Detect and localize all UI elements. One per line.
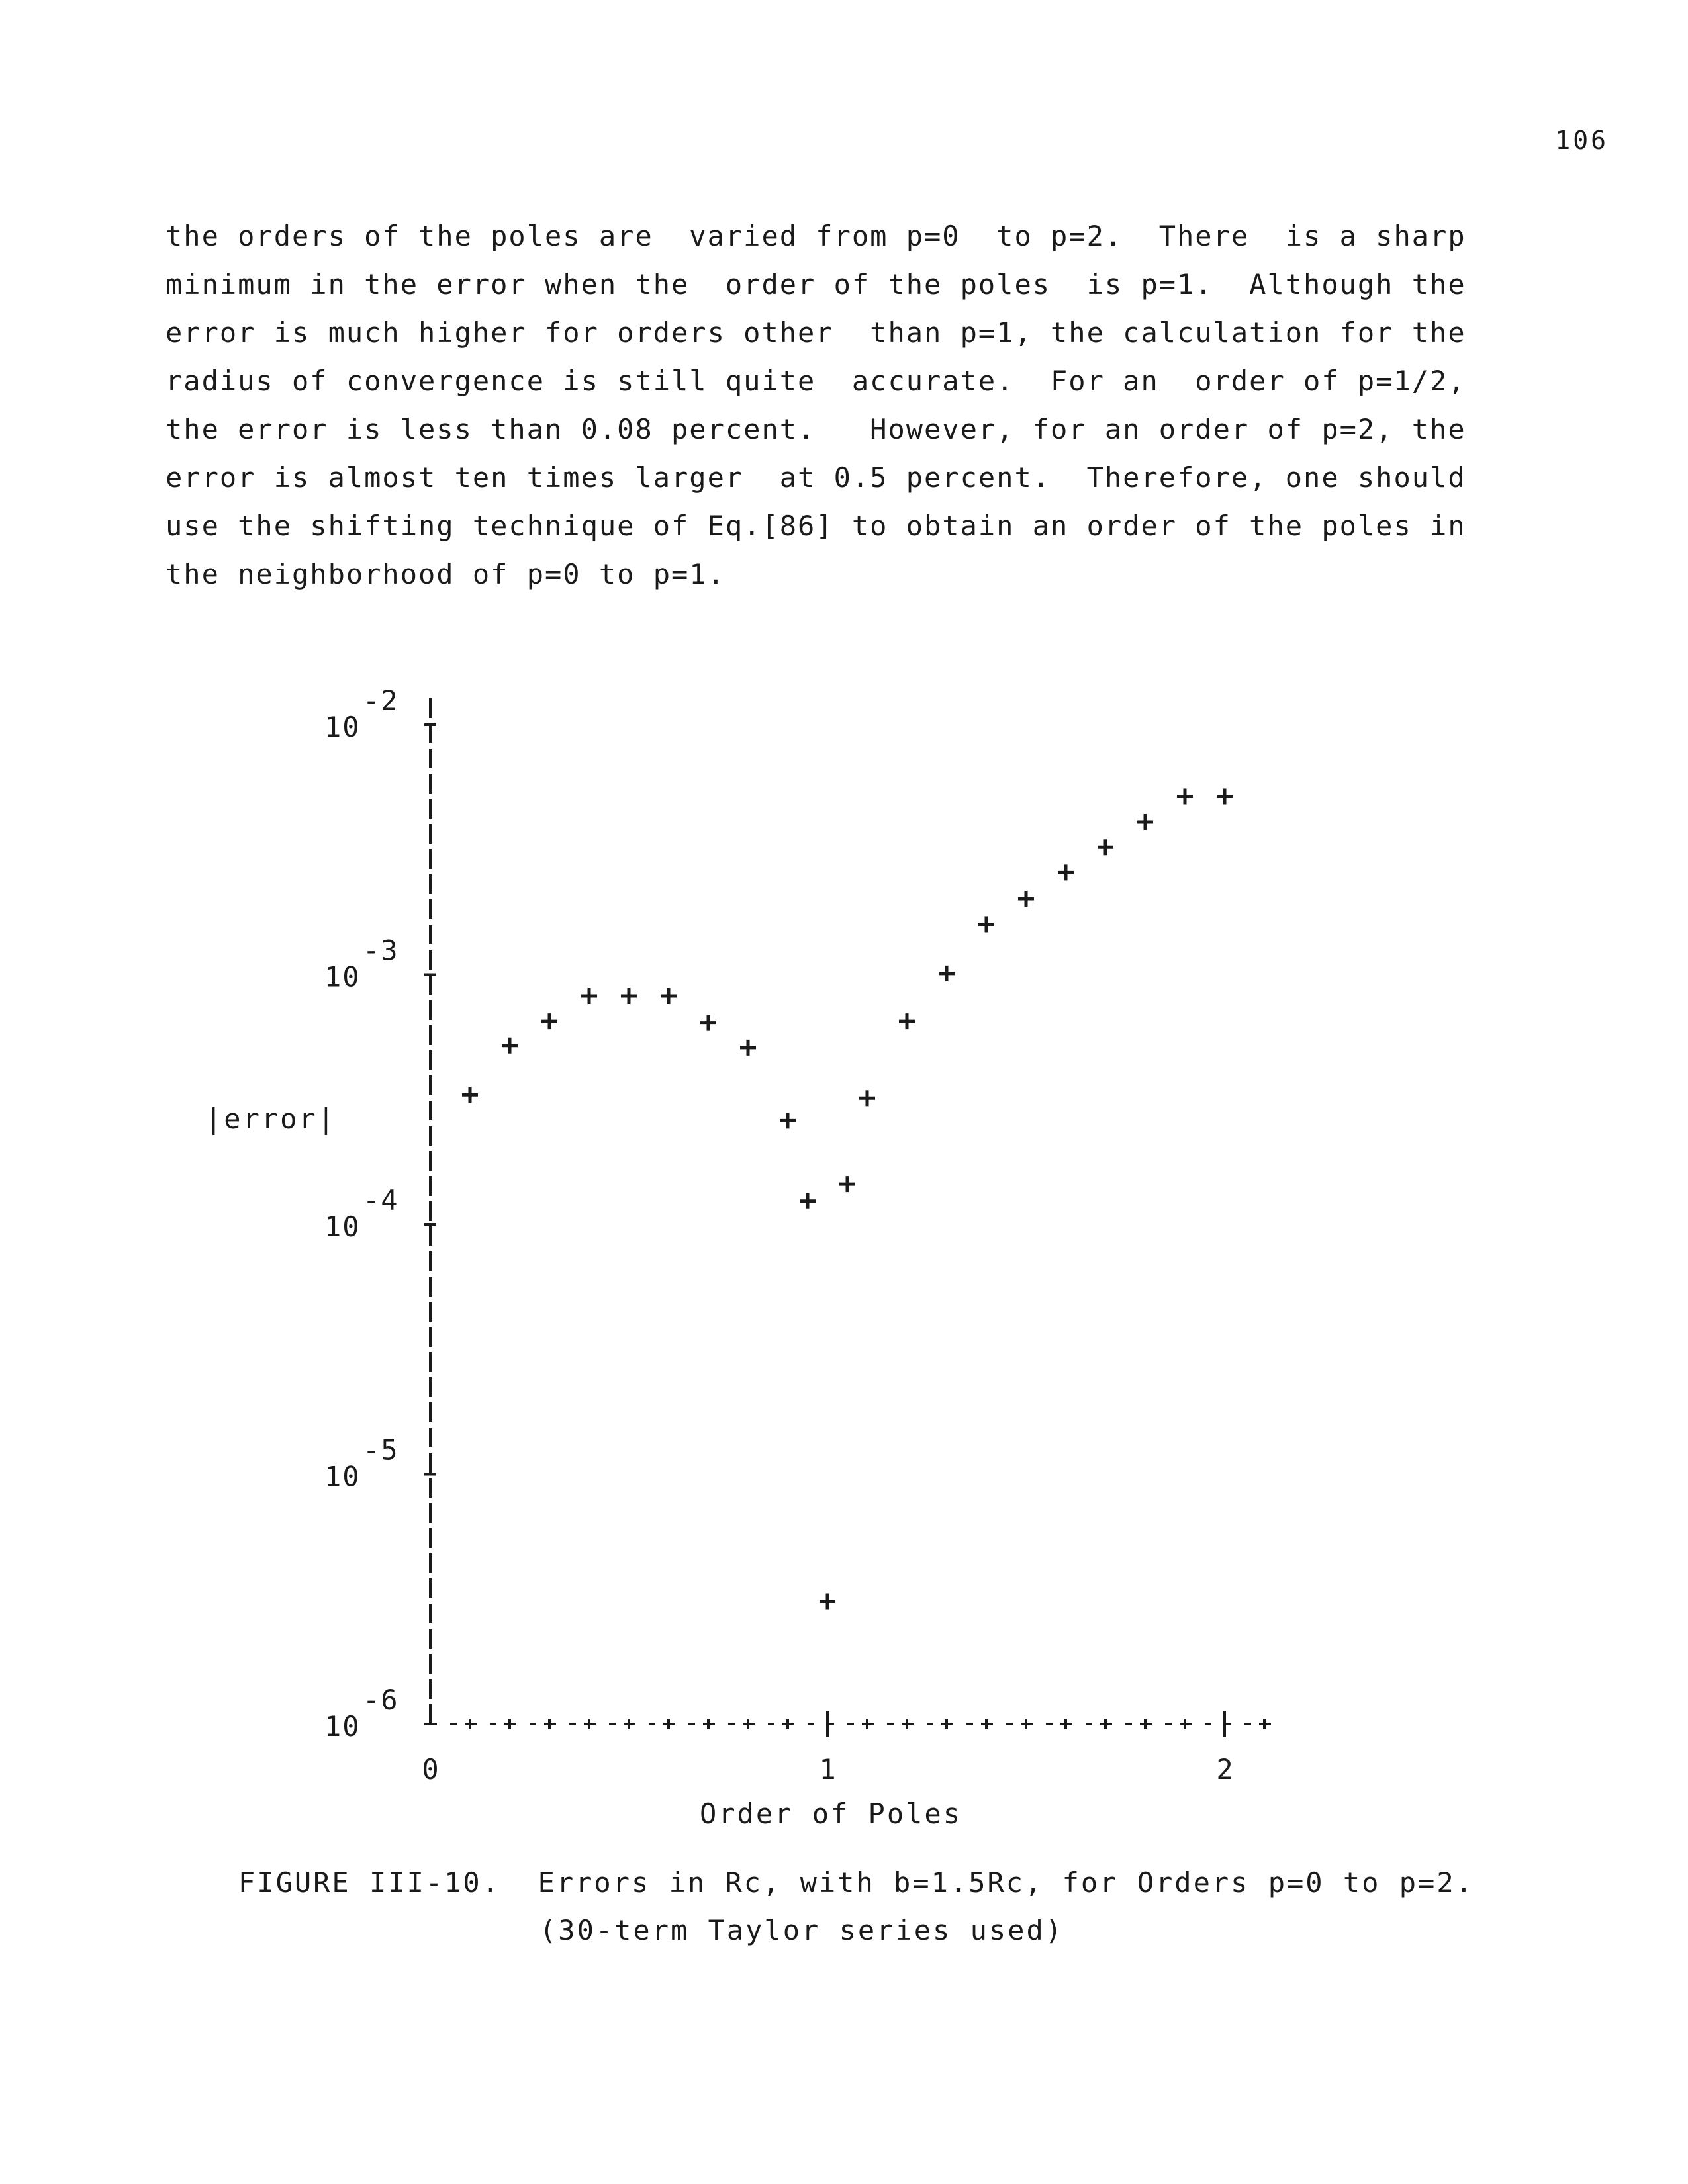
data-point bbox=[1018, 891, 1034, 907]
data-point bbox=[502, 1038, 518, 1054]
body-line: the error is less than 0.08 percent. However, for an order of p=2, the bbox=[165, 413, 1466, 445]
data-point bbox=[462, 1087, 478, 1103]
data-point bbox=[839, 1176, 855, 1192]
data-point bbox=[859, 1090, 875, 1106]
body-line: use the shifting technique of Eq.[86] to obtain an order of the poles in bbox=[165, 510, 1466, 542]
data-point bbox=[1217, 788, 1233, 804]
y-tick-label-base: 10 bbox=[324, 711, 361, 743]
caption-note: (30-term Taylor series used) bbox=[539, 1914, 1064, 1946]
data-point bbox=[621, 988, 637, 1004]
y-tick-label-base: 10 bbox=[324, 1210, 361, 1243]
y-tick-label-base: 10 bbox=[324, 960, 361, 993]
x-tick-label: 1 bbox=[819, 1753, 836, 1786]
y-tick-label-base: 10 bbox=[324, 1460, 361, 1493]
data-point bbox=[700, 1015, 716, 1031]
y-tick-label-base: 10 bbox=[324, 1710, 361, 1743]
body-line: error is much higher for orders other than p=1, the calculation for the bbox=[165, 316, 1466, 349]
body-line: minimum in the error when the order of the poles is p=1. Although the bbox=[165, 268, 1466, 300]
data-point bbox=[1098, 839, 1113, 855]
data-point bbox=[800, 1193, 816, 1209]
data-point bbox=[1137, 814, 1153, 830]
chart-axes bbox=[424, 698, 1271, 1737]
data-points bbox=[462, 788, 1233, 1609]
body-line: the orders of the poles are varied from p=0 to p=2. There is a sharp bbox=[165, 220, 1466, 252]
x-tick-label: 0 bbox=[422, 1753, 439, 1786]
y-tick-label-exponent: -6 bbox=[363, 1684, 399, 1716]
y-axis-label: |error| bbox=[205, 1103, 337, 1135]
y-tick-labels bbox=[324, 684, 399, 1743]
data-point bbox=[1058, 864, 1074, 880]
y-tick-label-exponent: -4 bbox=[363, 1184, 399, 1216]
data-point bbox=[1177, 788, 1193, 804]
data-point bbox=[899, 1013, 915, 1029]
y-tick-label-exponent: -3 bbox=[363, 934, 399, 967]
body-line: radius of convergence is still quite accurate. For an order of p=1/2, bbox=[165, 365, 1466, 397]
body-line: the neighborhood of p=0 to p=1. bbox=[165, 558, 726, 590]
data-point bbox=[978, 916, 994, 932]
x-tick-label: 2 bbox=[1216, 1753, 1233, 1786]
data-point bbox=[740, 1040, 756, 1056]
body-line: error is almost ten times larger at 0.5 percent. Therefore, one should bbox=[165, 461, 1466, 494]
data-point bbox=[820, 1594, 835, 1610]
y-tick-label-exponent: -2 bbox=[363, 684, 399, 717]
x-tick-labels bbox=[422, 1753, 1233, 1786]
y-tick-label-exponent: -5 bbox=[363, 1433, 399, 1467]
data-point bbox=[581, 988, 597, 1004]
data-point bbox=[661, 988, 677, 1004]
data-point bbox=[541, 1013, 557, 1029]
caption-title: FIGURE III-10. Errors in Rc, with b=1.5Rc, for Orders p=0 to p=2. bbox=[238, 1866, 1474, 1899]
data-point bbox=[939, 966, 955, 981]
x-axis-label: Order of Poles bbox=[699, 1797, 962, 1830]
page-number: 106 bbox=[1555, 126, 1609, 155]
data-point bbox=[780, 1113, 796, 1128]
